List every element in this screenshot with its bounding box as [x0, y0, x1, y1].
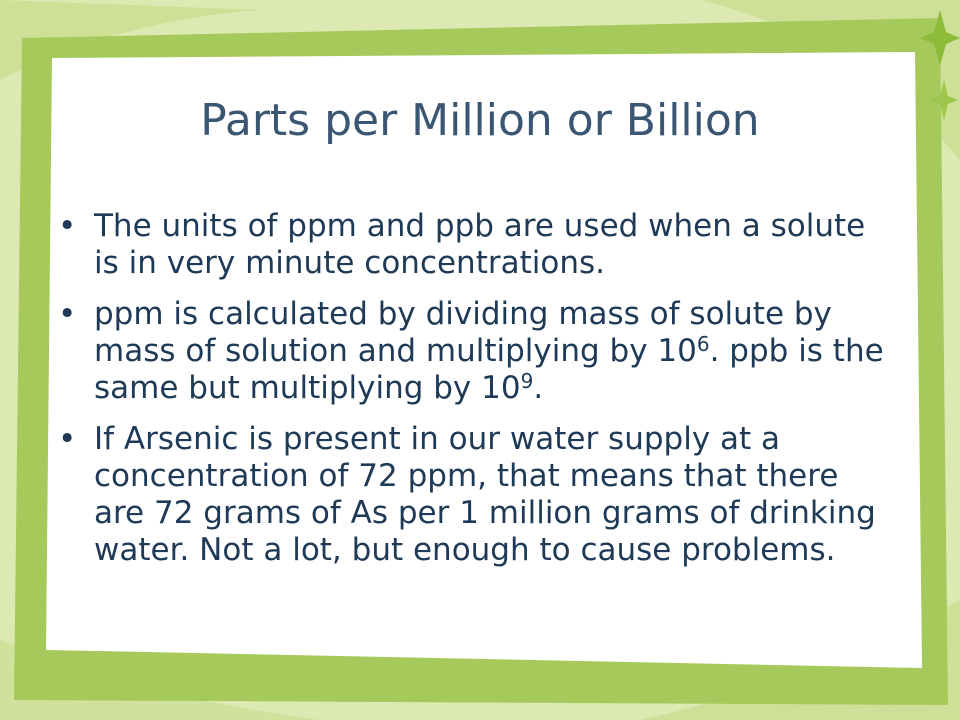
bullet-text: If Arsenic is present in our water supply at a concentration of 72 ppm, that means that there are 72 grams of As per 1 million grams of drinking water. Not a lot, but enough to cause problems. [94, 421, 876, 568]
bullet-item [58, 208, 898, 282]
bullet-item [58, 421, 898, 569]
bullet-list [58, 208, 898, 583]
bullet-icon: • [58, 208, 77, 244]
slide-title: Parts per Million or Billion [200, 95, 760, 146]
bullet-text: ppm is calculated by dividing mass of solute by mass of solution and multiplying by $10^6$. ppb is the same but multiplying by $10^9$. [94, 296, 884, 406]
bullet-icon: • [58, 296, 77, 332]
bullet-icon: • [58, 421, 77, 457]
superscript: 9 [520, 369, 534, 393]
superscript: 6 [696, 332, 710, 356]
bullet-item [58, 296, 898, 407]
bullet-text: The units of ppm and ppb are used when a solute is in very minute concentrations. [94, 208, 866, 281]
